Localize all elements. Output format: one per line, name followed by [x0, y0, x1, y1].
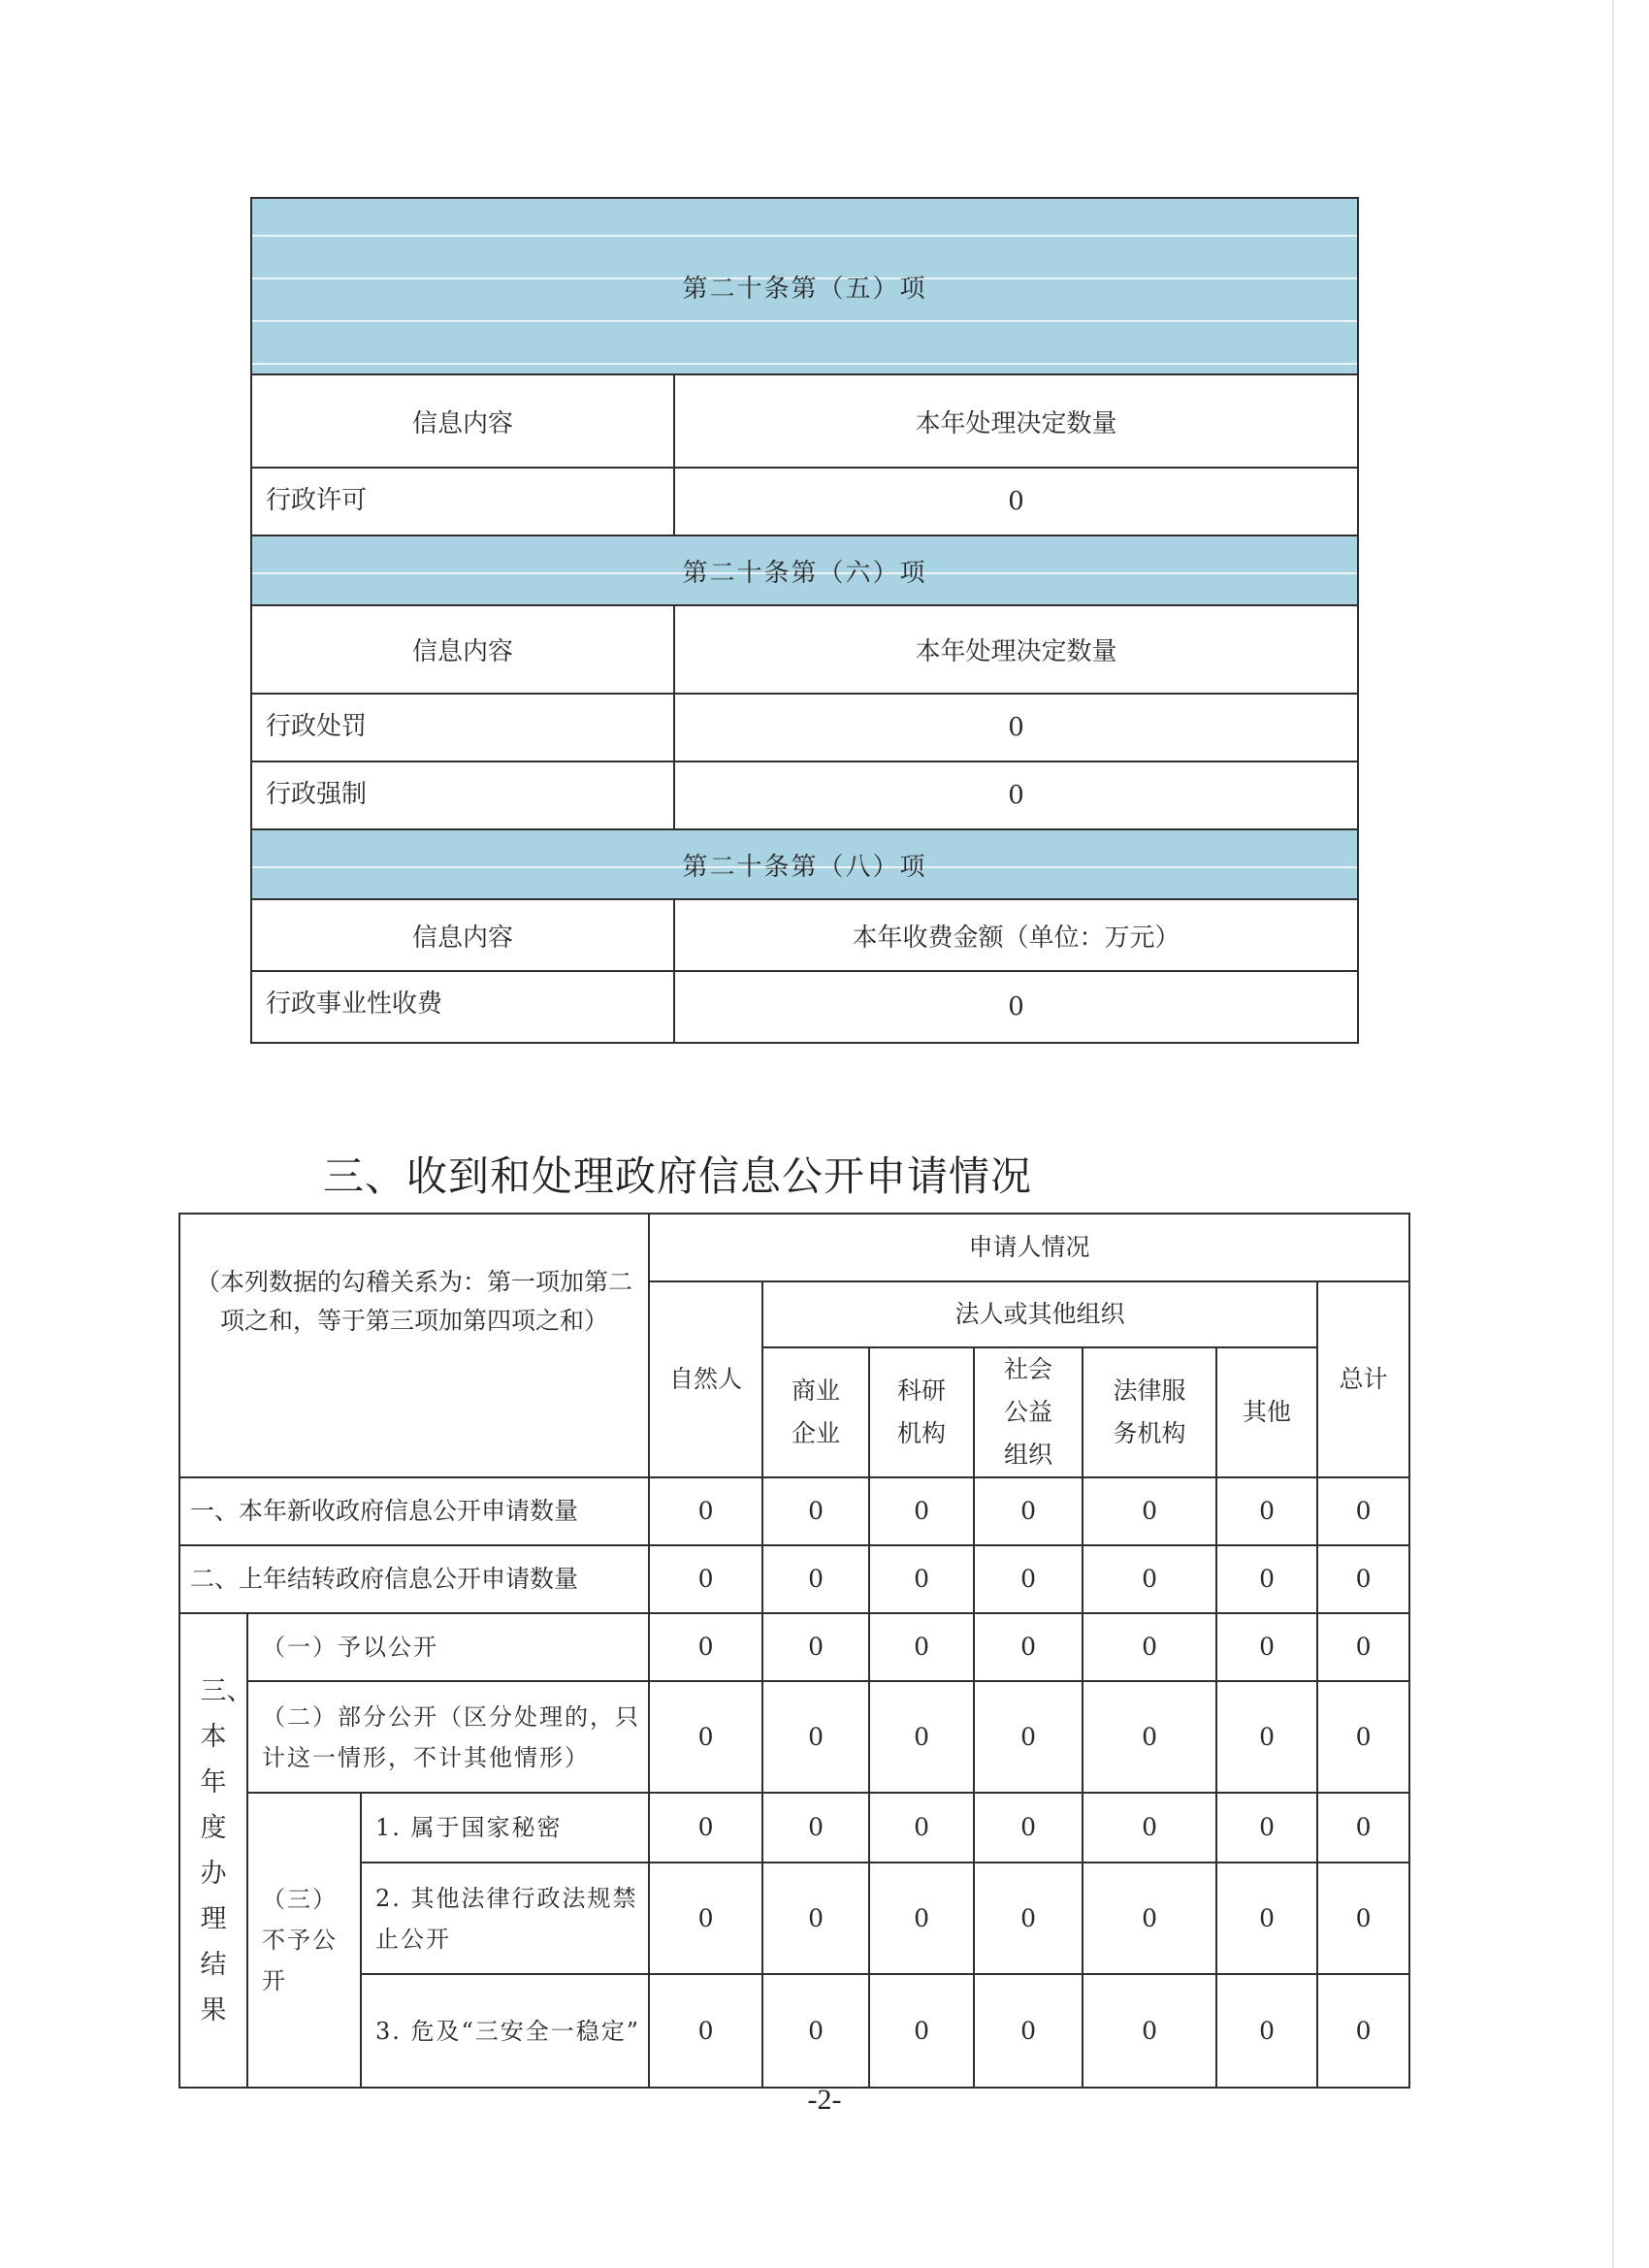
row-security-label: 3. 危及“三安全一稳定” [361, 1974, 649, 2088]
value-cell: 0 [869, 1545, 974, 1613]
value-cell: 0 [1216, 1681, 1317, 1793]
row-value: 0 [674, 468, 1358, 535]
section-title-6: 第二十条第（六）项 [251, 535, 1358, 605]
value-cell: 0 [974, 1863, 1083, 1974]
col-header-count: 本年处理决定数量 [674, 374, 1358, 468]
value-cell: 0 [869, 1793, 974, 1863]
value-cell: 0 [649, 1613, 762, 1681]
value-cell: 0 [649, 1793, 762, 1863]
org-col-header: 科研机构 [869, 1347, 974, 1477]
page-edge [1612, 0, 1614, 2268]
value-cell: 0 [1317, 1974, 1409, 2088]
row-secret-label: 1. 属于国家秘密 [361, 1793, 649, 1863]
row-label: 行政处罚 [251, 694, 674, 761]
row-value: 0 [674, 761, 1358, 829]
section-title-5: 第二十条第（五）项 [251, 198, 1358, 374]
row-label: 行政强制 [251, 761, 674, 829]
col-header-content: 信息内容 [251, 605, 674, 694]
result-group-label: 三、本年度办理结果 [179, 1613, 247, 2088]
value-cell: 0 [1083, 1974, 1216, 2088]
value-cell: 0 [1083, 1613, 1216, 1681]
value-cell: 0 [1083, 1863, 1216, 1974]
value-cell: 0 [1083, 1545, 1216, 1613]
note-cell: （本列数据的勾稽关系为：第一项加第二项之和，等于第三项加第四项之和） [179, 1214, 649, 1477]
value-cell: 0 [974, 1974, 1083, 2088]
page-number: -2- [807, 2084, 842, 2116]
application-table [178, 1213, 1408, 2059]
value-cell: 0 [1083, 1477, 1216, 1545]
value-cell: 0 [869, 1863, 974, 1974]
value-cell: 0 [1317, 1477, 1409, 1545]
value-cell: 0 [1216, 1863, 1317, 1974]
org-col-header: 其他 [1216, 1347, 1317, 1477]
org-col-header: 法律服务机构 [1083, 1347, 1216, 1477]
col-header-content: 信息内容 [251, 899, 674, 971]
value-cell: 0 [1317, 1863, 1409, 1974]
value-cell: 0 [869, 1974, 974, 2088]
value-cell: 0 [649, 1863, 762, 1974]
value-cell: 0 [1216, 1613, 1317, 1681]
value-cell: 0 [1083, 1681, 1216, 1793]
value-cell: 0 [1317, 1681, 1409, 1793]
value-cell: 0 [974, 1681, 1083, 1793]
col-header-fee: 本年收费金额（单位：万元） [674, 899, 1358, 971]
value-cell: 0 [1216, 1477, 1317, 1545]
col-header-content: 信息内容 [251, 374, 674, 468]
row-law-prohibit-label: 2. 其他法律行政法规禁止公开 [361, 1863, 649, 1974]
value-cell: 0 [1317, 1613, 1409, 1681]
value-cell: 0 [1216, 1793, 1317, 1863]
row-new-label: 一、本年新收政府信息公开申请数量 [179, 1477, 649, 1545]
value-cell: 0 [762, 1974, 869, 2088]
value-cell: 0 [1083, 1793, 1216, 1863]
value-cell: 0 [974, 1793, 1083, 1863]
row-withhold-group: （三）不予公开 [247, 1793, 361, 2088]
section-heading: 三、收到和处理政府信息公开申请情况 [323, 1152, 1033, 1200]
row-value: 0 [674, 694, 1358, 761]
value-cell: 0 [762, 1477, 869, 1545]
value-cell: 0 [974, 1613, 1083, 1681]
disclosure-table [250, 197, 1357, 1042]
value-cell: 0 [762, 1793, 869, 1863]
row-partial-label: （二）部分公开（区分处理的，只计这一情形，不计其他情形） [247, 1681, 649, 1793]
org-col-header: 商业企业 [762, 1347, 869, 1477]
row-label: 行政许可 [251, 468, 674, 535]
value-cell: 0 [762, 1681, 869, 1793]
col-header-count: 本年处理决定数量 [674, 605, 1358, 694]
value-cell: 0 [1216, 1974, 1317, 2088]
value-cell: 0 [1216, 1545, 1317, 1613]
value-cell: 0 [649, 1974, 762, 2088]
value-cell: 0 [1317, 1793, 1409, 1863]
value-cell: 0 [649, 1681, 762, 1793]
row-value: 0 [674, 971, 1358, 1043]
row-carryover-label: 二、上年结转政府信息公开申请数量 [179, 1545, 649, 1613]
value-cell: 0 [974, 1545, 1083, 1613]
value-cell: 0 [649, 1545, 762, 1613]
total-header: 总计 [1317, 1281, 1409, 1477]
row-label: 行政事业性收费 [251, 971, 674, 1043]
value-cell: 0 [762, 1545, 869, 1613]
value-cell: 0 [762, 1863, 869, 1974]
value-cell: 0 [974, 1477, 1083, 1545]
row-disclose-label: （一）予以公开 [247, 1613, 649, 1681]
value-cell: 0 [762, 1613, 869, 1681]
value-cell: 0 [869, 1613, 974, 1681]
value-cell: 0 [869, 1681, 974, 1793]
org-col-header: 社会公益组织 [974, 1347, 1083, 1477]
value-cell: 0 [649, 1477, 762, 1545]
section-title-8: 第二十条第（八）项 [251, 829, 1358, 899]
value-cell: 0 [1317, 1545, 1409, 1613]
value-cell: 0 [869, 1477, 974, 1545]
natural-person-header: 自然人 [649, 1281, 762, 1477]
legal-group-header: 法人或其他组织 [762, 1281, 1317, 1347]
applicant-header: 申请人情况 [649, 1214, 1409, 1281]
